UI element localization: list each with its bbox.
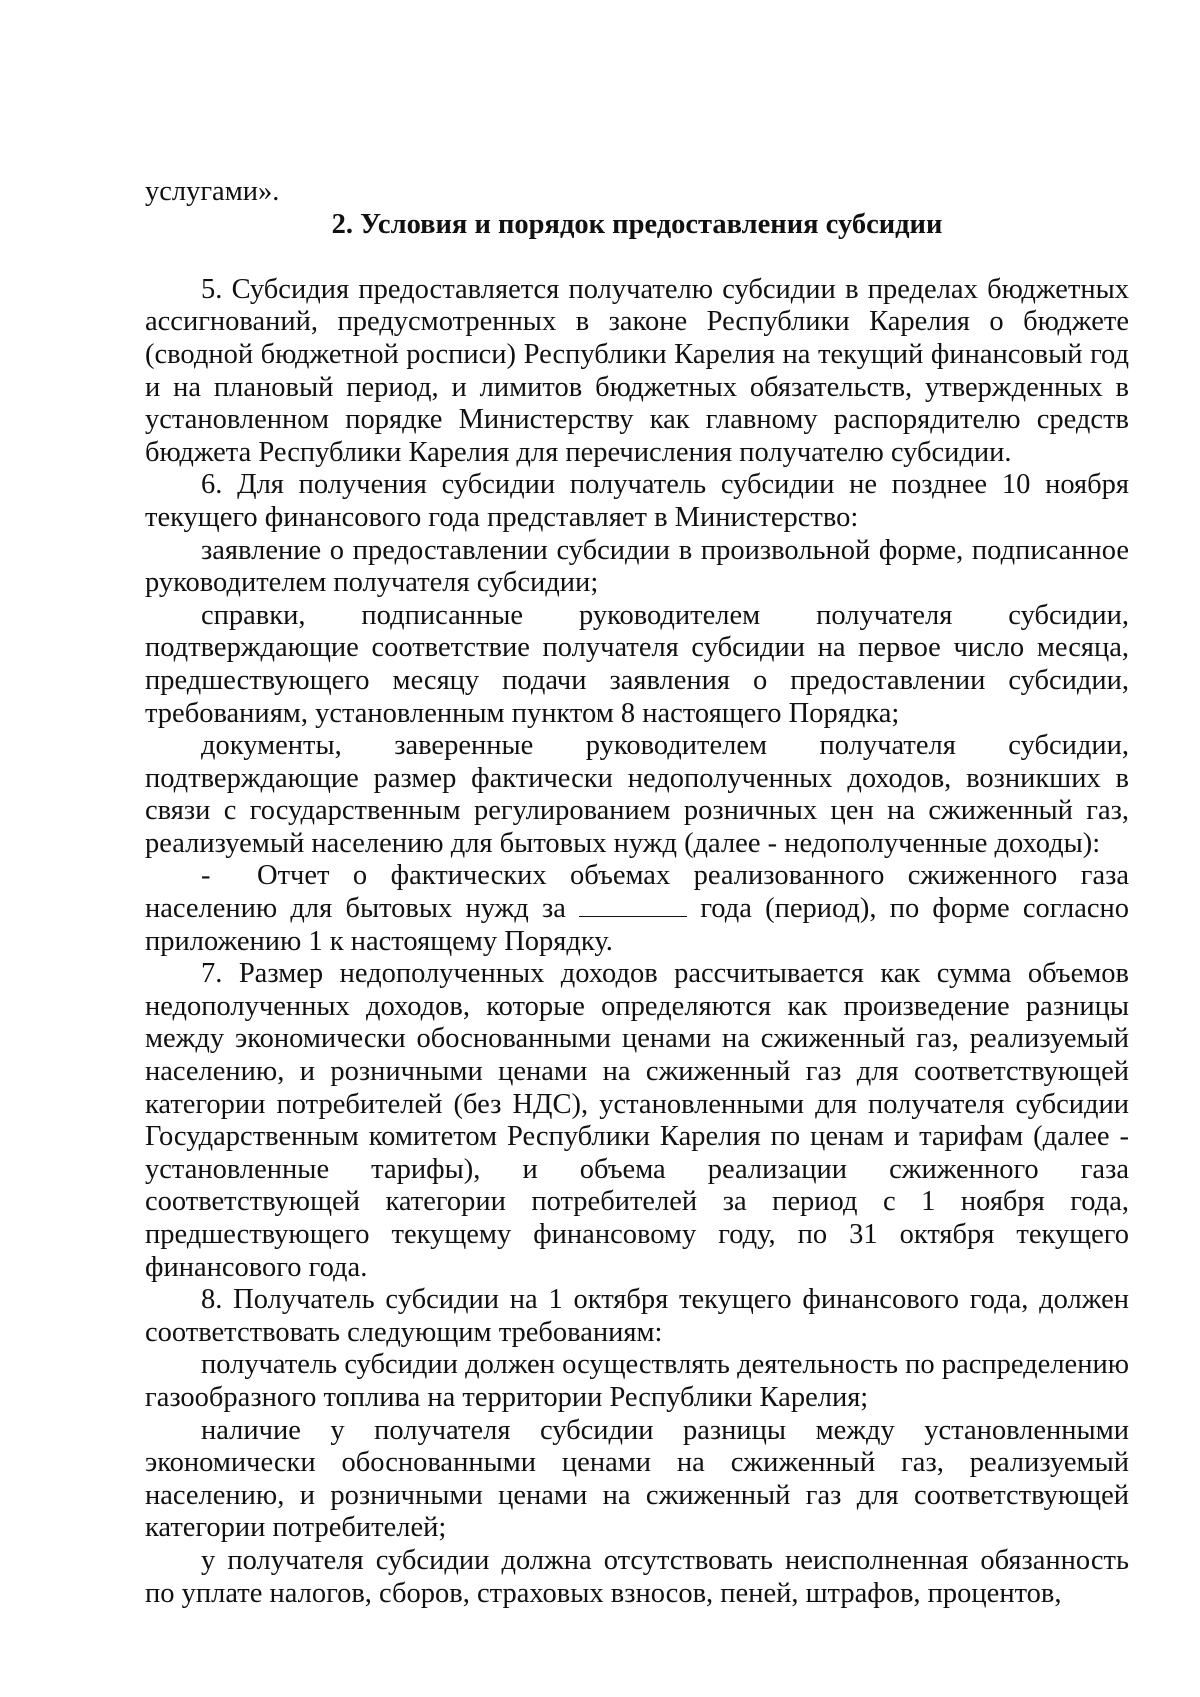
document-page bbox=[145, 176, 1129, 1610]
paragraph-6-item-3: документы, заверенные руководителем получателя субсидии, подтверждающие размер фактически недополученных доходов, возникших в связи с государственным регулированием розничных цен на сжиженный газ, реализуемый населению для бытовых нужд (далее - недополученные доходы): bbox=[145, 730, 1129, 859]
blank-fill-line bbox=[579, 894, 687, 917]
paragraph-6-item-1: заявление о предоставлении субсидии в произвольной форме, подписанное руководителем получателя субсидии; bbox=[145, 534, 1129, 599]
dash-marker: - bbox=[201, 860, 211, 892]
paragraph-8-item-1: получатель субсидии должен осуществлять деятельность по распределению газообразного топлива на территории Республики Карелия; bbox=[145, 1349, 1129, 1413]
section-title: 2. Условия и порядок предоставления субсидии bbox=[331, 208, 943, 240]
previous-section-tail: услугами». bbox=[145, 176, 280, 207]
paragraph-8-item-2: наличие у получателя субсидии разницы между установленными экономически обоснованными ценами на сжиженный газ, реализуемый населению, и розничными ценами на сжиженный газ для соответствующей категории потребителей; bbox=[145, 1414, 1129, 1544]
section-spacer bbox=[145, 241, 1129, 274]
paragraph-5: 5. Субсидия предоставляется получателю субсидии в пределах бюджетных ассигнований, предусмотренных в законе Республики Карелия о бюджете (сводной бюджетной росписи) Республики Карелия на текущий финансовый год и на плановый период, и лимитов бюджетных обязательств, утвержденных в установленном порядке Министерству как главному распорядителю средств бюджета Республики Карелия для перечисления получателю субсидии. bbox=[145, 273, 1129, 468]
paragraph-6: 6. Для получения субсидии получатель субсидии не позднее 10 ноября текущего финансового года представляет в Министерство: bbox=[145, 469, 1129, 533]
dash-item-text-before: Отчет о фактических объемах реализованного сжиженного газа населению для бытовых нужд за bbox=[145, 860, 1129, 925]
paragraph-8: 8. Получатель субсидии на 1 октября текущего финансового года, должен соответствовать следующим требованиям: bbox=[145, 1284, 1129, 1348]
paragraph-8-item-3: у получателя субсидии должна отсутствовать неисполненная обязанность по уплате налогов, сборов, страховых взносов, пеней, штрафов, процентов, bbox=[145, 1544, 1129, 1609]
paragraph-6-item-2: справки, подписанные руководителем получателя субсидии, подтверждающие соответствие получателя субсидии на первое число месяца, предшествующего месяцу подачи заявления о предоставлении субсидии, требованиям, установленным пунктом 8 настоящего Порядка; bbox=[145, 599, 1129, 729]
dash-item-text-after: года (период), по форме согласно приложению 1 к настоящему Порядку. bbox=[145, 893, 1130, 957]
paragraph-6-dash-item bbox=[145, 860, 1129, 958]
paragraph-7: 7. Размер недополученных доходов рассчитывается как сумма объемов недополученных доходов, которые определяются как произведение разницы между экономически обоснованными ценами на сжиженный газ, реализуемый населению, и розничными ценами на сжиженный газ для соответствующей категории потребителей (без НДС), установленными для получателя субсидии Государственным комитетом Республики Карелия по ценам и тарифам (далее - установленные тарифы), и объема реализации сжиженного газа соответствующей категории потребителей за период с 1 ноября года, предшествующего текущему финансовому году, по 31 октября текущего финансового года. bbox=[145, 958, 1129, 1283]
